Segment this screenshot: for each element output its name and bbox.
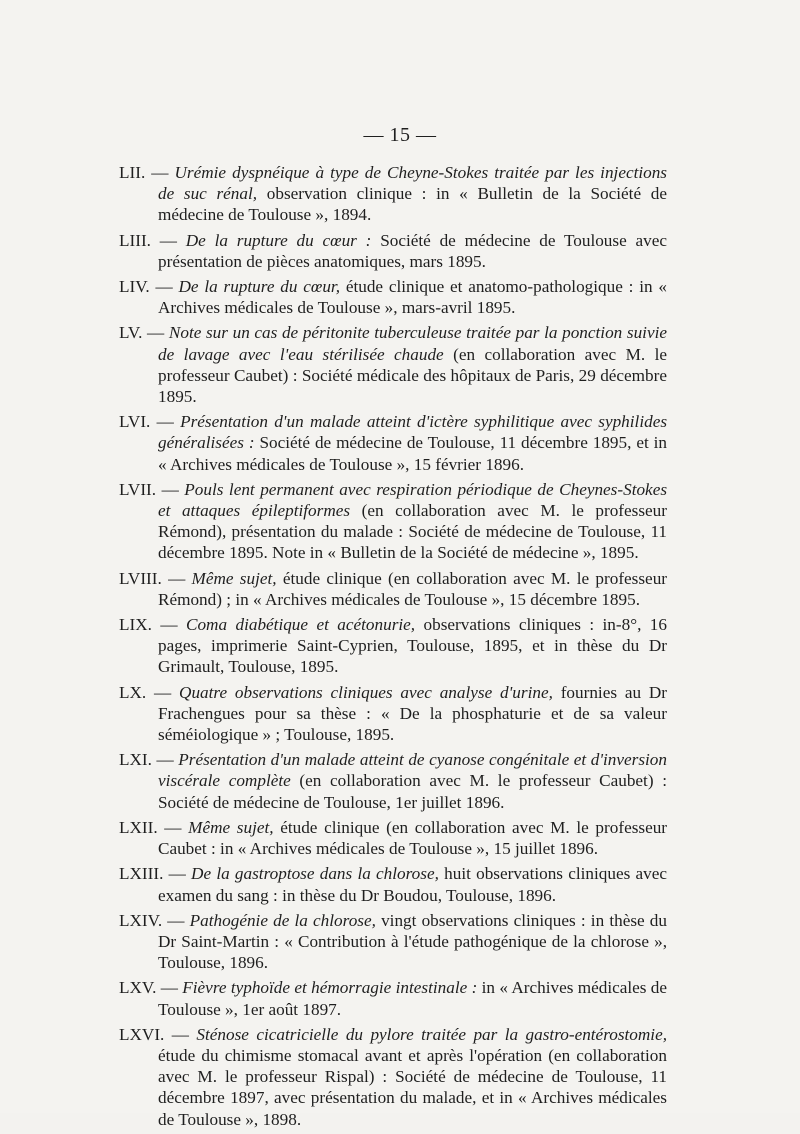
- entry-number: LVIII.: [119, 568, 162, 588]
- entry-details: (en collaboration avec M. le professeur Caubet) : Société de médecine de Toulouse, 1er juillet 1896.: [158, 771, 667, 812]
- entry-number: LX.: [119, 682, 147, 702]
- entry-title: De la gastroptose dans la chlorose,: [191, 864, 439, 884]
- entry-title: De la rupture du cœur :: [185, 230, 372, 250]
- entry-details: (en collaboration avec M. le professeur Rémond), présentation du malade : Société de médecine de Toulouse, 11 décembre 1895. Note in « Bulletin de la Société de médecine », 1895.: [158, 501, 667, 563]
- entry-dash: —: [157, 817, 189, 837]
- bibliography-entry: [119, 1024, 667, 1130]
- entry-number: LXIII.: [119, 864, 164, 884]
- bibliography-entry: [119, 749, 667, 813]
- entry-dash: —: [150, 412, 181, 432]
- entry-details: Société de médecine de Toulouse avec présentation de pièces anatomiques, mars 1895.: [158, 230, 668, 271]
- entry-details: (en collaboration avec M. le professeur Caubet) : Société médicale des hôpitaux de Paris, 29 décembre 1895.: [158, 344, 667, 407]
- entry-number: LVI.: [119, 412, 151, 432]
- bibliography-entry: [119, 863, 667, 905]
- entry-number: LXI.: [119, 750, 152, 770]
- bibliography-entry: [119, 910, 667, 974]
- bibliography-entry: [119, 411, 667, 475]
- entry-number: LXIV.: [119, 910, 163, 930]
- entry-title: Pouls lent permanent avec respiration périodique de Cheynes-Stokes et attaques épileptiformes: [158, 479, 668, 521]
- entry-details: huit observations cliniques avec examen du sang : in thèse du Dr Boudou, Toulouse, 1896.: [158, 864, 667, 905]
- entry-details: Société de médecine de Toulouse, 11 décembre 1895, et in « Archives médicales de Toulouse », 15 février 1896.: [158, 433, 668, 474]
- entry-details: fournies au Dr Frachengues pour sa thèse : « De la phosphaturie et de sa valeur séméiologique » ; Toulouse, 1895.: [158, 682, 667, 745]
- bibliography-entry: [119, 817, 667, 859]
- entry-dash: —: [161, 568, 192, 588]
- bibliography-entry: [119, 682, 667, 746]
- bibliography-list: [119, 162, 667, 1134]
- bibliography-entry: [119, 230, 667, 272]
- entry-number: LVII.: [119, 479, 157, 499]
- entry-title: Fièvre typhoïde et hémorragie intestinale :: [182, 978, 478, 998]
- entry-dash: —: [156, 479, 185, 499]
- entry-details: observations cliniques : in-8°, 16 pages, imprimerie Saint-Cyprien, Toulouse, 1895, et in thèse du Dr Grimault, Toulouse, 1895.: [158, 615, 667, 677]
- bibliography-entry: [119, 322, 667, 407]
- bibliography-entry: [119, 276, 667, 318]
- entry-title: Coma diabétique et acétonurie,: [185, 615, 416, 635]
- entry-number: LXII.: [119, 817, 158, 837]
- entry-title: De la rupture du cœur,: [178, 277, 341, 297]
- entry-details: vingt observations cliniques : in thèse du Dr Saint-Martin : « Contribution à l'étude pathogénique de la chlorose », Toulouse, 1896.: [158, 910, 667, 973]
- bibliography-entry: [119, 977, 667, 1019]
- entry-title: Note sur un cas de péritonite tuberculeuse traitée par la ponction suivie de lavage avec l'eau stérilisée chaude: [158, 323, 667, 364]
- bibliography-entry: [119, 614, 667, 678]
- entry-dash: —: [149, 277, 179, 297]
- entry-details: observation clinique : in « Bulletin de la Société de médecine de Toulouse », 1894.: [158, 184, 667, 225]
- entry-title: Pathogénie de la chlorose,: [189, 910, 376, 930]
- entry-number: LXVI.: [119, 1024, 165, 1044]
- entry-number: LXV.: [119, 978, 157, 998]
- entry-details: étude clinique (en collaboration avec M. le professeur Caubet : in « Archives médicales de Toulouse », 15 juillet 1896.: [158, 817, 668, 859]
- entry-dash: —: [142, 323, 169, 343]
- entry-details: étude clinique (en collaboration avec M. le professeur Rémond) ; in « Archives médicales de Toulouse », 15 décembre 1895.: [158, 568, 668, 609]
- entry-dash: —: [162, 910, 190, 930]
- bibliography-entry: [119, 479, 667, 564]
- entry-title: Présentation d'un malade atteint de cyanose congénitale et d'inversion viscérale complète: [158, 750, 667, 791]
- entry-details: étude clinique et anatomo-pathologique : in « Archives médicales de Toulouse », mars-avril 1895.: [158, 277, 667, 318]
- entry-title: Sténose cicatricielle du pylore traitée par la gastro-entérostomie,: [196, 1024, 668, 1044]
- entry-dash: —: [146, 682, 180, 702]
- entry-title: Urémie dyspnéique à type de Cheyne-Stokes traitée par les injections de suc rénal,: [158, 163, 667, 204]
- entry-number: LIV.: [119, 277, 150, 297]
- entry-number: LIII.: [119, 230, 151, 250]
- entry-title: Même sujet,: [191, 568, 277, 588]
- entry-number: LIX.: [119, 615, 152, 635]
- entry-title: Quatre observations cliniques avec analyse d'urine,: [179, 682, 553, 702]
- entry-dash: —: [164, 1024, 197, 1044]
- entry-details: étude du chimisme stomacal avant et après l'opération (en collaboration avec M. le professeur Rispal) : Société de médecine de Toulouse, 11 décembre 1897, avec présentation du malade, et in « Archives médicales de Toulouse », 1898.: [158, 1045, 667, 1129]
- page-number: — 15 —: [363, 124, 437, 146]
- entry-title: Présentation d'un malade atteint d'ictère syphilitique avec syphilides généralisées :: [158, 412, 668, 453]
- entry-title: Même sujet,: [188, 817, 274, 837]
- entry-number: LV.: [119, 323, 143, 343]
- bibliography-entry: [119, 568, 667, 610]
- entry-dash: —: [156, 978, 183, 998]
- entry-dash: —: [151, 750, 179, 770]
- entry-dash: —: [150, 230, 186, 250]
- entry-dash: —: [145, 163, 175, 182]
- entry-dash: —: [163, 864, 192, 884]
- bibliography-entry: [119, 162, 667, 226]
- entry-dash: —: [151, 615, 186, 635]
- entry-details: in « Archives médicales de Toulouse », 1er août 1897.: [158, 978, 668, 1019]
- entry-number: LII.: [119, 163, 146, 182]
